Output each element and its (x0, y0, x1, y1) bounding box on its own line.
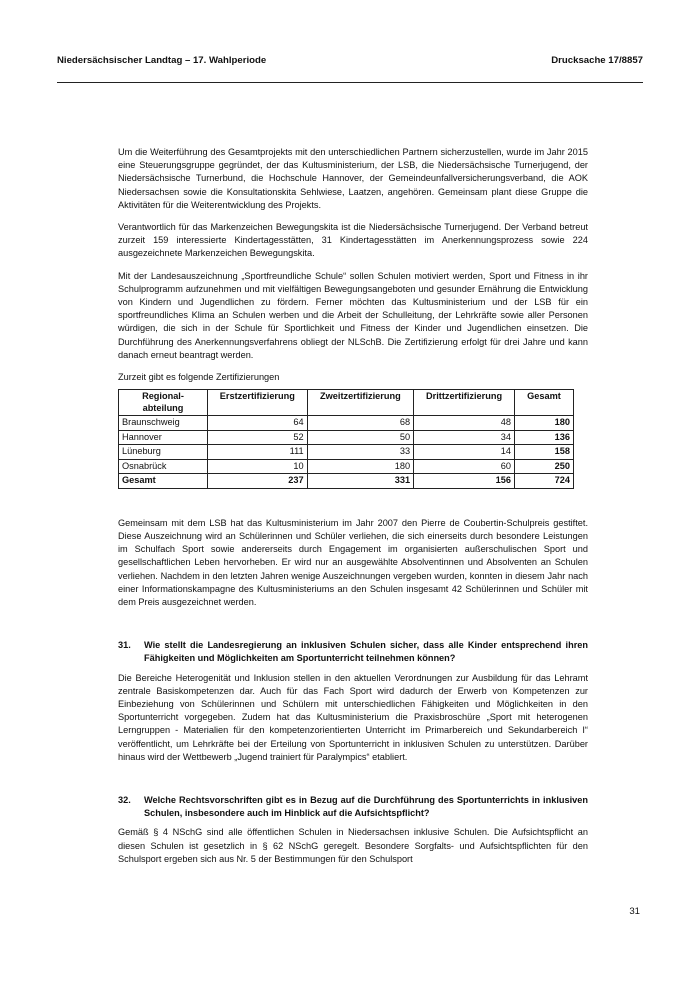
column-header: Erstzertifizierung (208, 390, 308, 416)
paragraph-bewegungskita: Verantwortlich für das Markenzeichen Bewegungskita ist die Niedersächsische Turnerjugend. Der Verband betreut zurzeit 159 interessierte Kindertagesstätten, 31 Kindertagesstätten im Anerkennungsprozess sowie 224 ausgezeichnete Markenzeichen Bewegungskita. (118, 222, 588, 259)
column-header: Gesamt (515, 390, 574, 416)
table-cell: 68 (307, 416, 413, 431)
question-31 (118, 639, 588, 665)
table-cell: 50 (307, 430, 413, 445)
table-cell: 48 (414, 416, 515, 431)
answer-32: Gemäß § 4 NSchG sind alle öffentlichen Schulen in Niedersachsen inklusive Schulen. Die Aufsichtspflicht an diesen Schulen ist gesetzlich in § 62 NSchG geregelt. Besondere Sorgfalts- und Aufsichtspflichten für den Schulsport ergeben sich aus Nr. 5 der Bestimmungen für den Schulsport (118, 827, 588, 864)
table-cell: Osnabrück (119, 459, 208, 474)
question-number: 32. (118, 795, 131, 805)
question-text: Welche Rechtsvorschriften gibt es in Bezug auf die Durchführung des Sportunterrichts in inklusiven Schulen, insbesondere auch im Hinblick auf die Aufsichtspflicht? (144, 795, 588, 819)
paragraph-coubertin-prize: Gemeinsam mit dem LSB hat das Kultusministerium im Jahr 2007 den Pierre de Coubertin-Schulpreis gestiftet. Diese Auszeichnung wird an Schülerinnen und Schüler verliehen, die sich einerseits durch besondere Leistungen im Schulfach Sport sowie andererseits durch Engagement im organisierten außerschulischen Sport und gesellschaftlichen Leben hervorheben. Er wird nur an ausgewählte Absolventinnen und Absolventen an Schulen verliehen. Nachdem in den letzten Jahren wenige Auszeichnungen vergeben wurden, konnten in diesem Jahr nach einer Informationskampagne des Kultusministeriums an den Schulen insgesamt 42 Schülerinnen und Schüler mit dem Preis ausgezeichnet werden. (118, 517, 588, 607)
paragraph-steering-group: Um die Weiterführung des Gesamtprojekts mit den unterschiedlichen Partnern sicherzustellen, wurde im Jahr 2015 eine Steuerungsgruppe gegründet, der das Kultusministerium, der LSB, die Niedersächsische Turnerjugend, der Niedersächsische Turnerbund, die Hochschule Hannover, der Gemeindeunfallversicherungsverband, die AOK Niedersachsen sowie die Konsultationskita Sehlwiese, Laatzen, angehören. Gemeinsam plant diese Gruppe die Aktivitäten für die Weiterentwicklung des Projekts. (118, 147, 588, 210)
table-cell: Braunschweig (119, 416, 208, 431)
header-divider (57, 82, 643, 83)
header-title: Niedersächsischer Landtag – 17. Wahlperiode (57, 55, 267, 66)
question-32 (118, 794, 588, 820)
table-row (119, 416, 574, 431)
table-total-row (119, 474, 574, 489)
table-cell: Lüneburg (119, 445, 208, 460)
table-cell: 14 (414, 445, 515, 460)
table-cell: Gesamt (119, 474, 208, 489)
table-cell: 180 (515, 416, 574, 431)
table-row (119, 430, 574, 445)
question-text: Wie stellt die Landesregierung an inklusiven Schulen sicher, dass alle Kinder entsprechend ihren Fähigkeiten und Möglichkeiten am Sportunterricht teilnehmen können? (144, 640, 588, 664)
table-cell: 111 (208, 445, 308, 460)
table-row (119, 459, 574, 474)
table-row (119, 445, 574, 460)
table-cell: 724 (515, 474, 574, 489)
page-header (57, 55, 643, 66)
table-cell: 33 (307, 445, 413, 460)
table-cell: 64 (208, 416, 308, 431)
table-cell: 156 (414, 474, 515, 489)
table-cell: Hannover (119, 430, 208, 445)
table-intro: Zurzeit gibt es folgende Zertifizierungen (118, 372, 280, 383)
table-cell: 250 (515, 459, 574, 474)
table-cell: 60 (414, 459, 515, 474)
header-document-number: Drucksache 17/8857 (551, 55, 643, 66)
table-cell: 158 (515, 445, 574, 460)
certification-table (118, 389, 574, 489)
paragraph-sportfreundliche-schule: Mit der Landesauszeichnung „Sportfreundliche Schule“ sollen Schulen motiviert werden, Sport und Fitness in ihr Schulprogramm aufzunehmen und mit vielfältigen Bewegungsangeboten und gesunder Ernährung die Entwicklung von Kindern und Jugendlichen zu fördern. Ferner möchten das Kultusministerium und der LSB für ein sportfreundliches Klima an Schulen werben und die Arbeit der Schulleitung, der Lehrkräfte sowie aller Personen würdigen, die sich in der Schule für Sportlichkeit und Fitness der Kinder und Jugendlichen einsetzen. Die Durchführung des Anerkennungsverfahrens obliegt der NLSchB. Die Zertifizierung erfolgt für drei Jahre und kann danach erneut beantragt werden. (118, 270, 588, 360)
table-cell: 237 (208, 474, 308, 489)
table-cell: 34 (414, 430, 515, 445)
table-cell: 52 (208, 430, 308, 445)
document-body (118, 146, 588, 875)
column-header: Regional-abteilung (119, 390, 208, 416)
table-cell: 331 (307, 474, 413, 489)
answer-31: Die Bereiche Heterogenität und Inklusion stellen in den aktuellen Verordnungen zur Ausbildung für das Lehramt zentrale Basiskompetenzen dar. Auch für das Fach Sport wird dadurch der Erwerb von Kompetenzen zur Einbeziehung von Schülerinnen und Schülern mit unterschiedlichen Fähigkeiten und Möglichkeiten in den Sportunterricht vorgegeben. Zudem hat das Kultusministerium die Praxisbroschüre „Sport mit heterogenen Lerngruppen - Materialien für den kompetenzorientierten Unterricht im Primarbereich und Sekundarbereich I“ veröffentlicht, um Lehrkräfte bei der Erteilung von Sportunterricht in inklusiven Schulen zu unterstützen. Darüber hinaus wird der Wettbewerb „Jugend trainiert für Paralympics“ etabliert. (118, 672, 588, 762)
table-cell: 136 (515, 430, 574, 445)
column-header: Drittzertifizierung (414, 390, 515, 416)
page-number: 31 (629, 906, 640, 917)
question-number: 31. (118, 640, 131, 651)
table-cell: 180 (307, 459, 413, 474)
column-header: Zweitzertifizierung (307, 390, 413, 416)
table-cell: 10 (208, 459, 308, 474)
table-header-row (119, 390, 574, 416)
